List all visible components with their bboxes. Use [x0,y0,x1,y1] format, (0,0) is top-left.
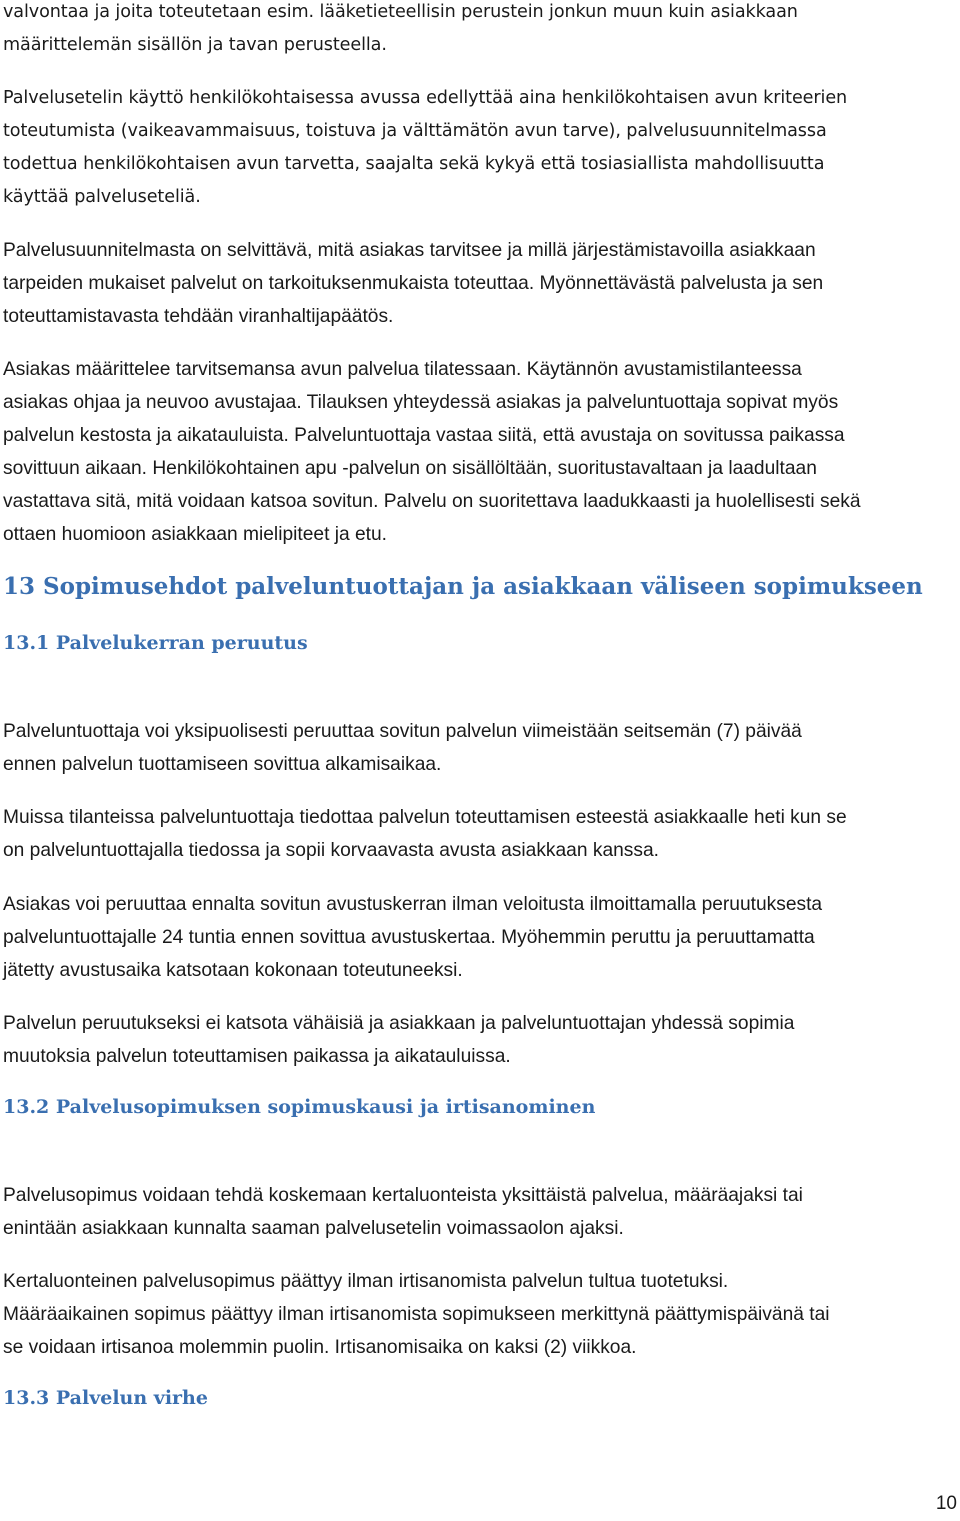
page-number: 10 [935,1493,957,1514]
heading-section-13: 13 Sopimusehdot palveluntuottajan ja asiakkaan väliseen sopimukseen [3,573,923,600]
heading-section-13-1: 13.1 Palvelukerran peruutus [3,632,308,654]
paragraph-provider-cancel: Palveluntuottaja voi yksipuolisesti peruuttaa sovitun palvelun viimeistään seitsemän (7) päivää ennen palvelun tuottamiseen sovittua alkamisaikaa. [3,721,802,775]
heading-section-13-3: 13.3 Palvelun virhe [3,1387,208,1409]
paragraph-other-situations: Muissa tilanteissa palveluntuottaja tiedottaa palvelun toteuttamisen esteestä asiakkaalle heti kun se on palveluntuottajalla tiedossa ja sopii korvaavasta avusta asiakkaan kanssa. [3,807,847,861]
paragraph-intro-continuation: valvontaa ja joita toteutetaan esim. lääketieteellisin perustein jonkun muun kuin asiakkaan määrittelemän sisällön ja tavan perusteella. [3,2,798,55]
paragraph-client-defines: Asiakas määrittelee tarvitsemansa avun palvelua tilatessaan. Käytännön avustamistilanteessa asiakas ohjaa ja neuvoo avustajaa. Tilauksen yhteydessä asiakas ja palveluntuottaja sopivat myös palvelun kestosta ja aikatauluista. Palveluntuottaja vastaa siitä, että avustaja on sovitussa paikassa sovittuun aikaan. Henkilökohtainen apu -palvelun on sisällöltään, suoritustavaltaan ja laadultaan vastattava sitä, mitä voidaan katsoa sovitun. Palvelu on suoritettava laadukkaasti ja huolellisesti sekä ottaen huomioon asiakkaan mielipiteet ja etu. [3,359,861,545]
paragraph-client-cancel: Asiakas voi peruuttaa ennalta sovitun avustuskerran ilman veloitusta ilmoittamalla peruutuksesta palveluntuottajalle 24 tuntia ennen sovittua avustuskertaa. Myöhemmin peruttu ja peruuttamatta jätetty avustusaika katsotaan kokonaan toteutuneeksi. [3,894,823,981]
paragraph-service-plan: Palvelusuunnitelmasta on selvittävä, mitä asiakas tarvitsee ja millä järjestämistavoilla asiakkaan tarpeiden mukaiset palvelut on tarkoituksenmukaista toteuttaa. Myönnettävästä palvelusta ja sen toteuttamistavasta tehdään viranhaltijapäätös. [3,240,824,327]
paragraph-termination: Kertaluonteinen palvelusopimus päättyy ilman irtisanomista palvelun tultua tuotetuksi. Määräaikainen sopimus päättyy ilman irtisanomista sopimukseen merkittynä päättymispäivänä tai se voidaan irtisanoa molemmin puolin. Irtisanomisaika on kaksi (2) viikkoa. [3,1271,830,1358]
paragraph-service-agreement: Palvelusopimus voidaan tehdä koskemaan kertaluonteista yksittäistä palvelua, määräajaksi tai enintään asiakkaan kunnalta saaman palvelusetelin voimassaolon ajaksi. [3,1185,803,1239]
paragraph-not-cancellation: Palvelun peruutukseksi ei katsota vähäisiä ja asiakkaan ja palveluntuottajan yhdessä sopimia muutoksia palvelun toteuttamisen paikassa ja aikatauluissa. [3,1013,795,1067]
paragraph-voucher-use: Palvelusetelin käyttö henkilökohtaisessa avussa edellyttää aina henkilökohtaisen avun kriteerien toteutumista (vaikeavammaisuus, toistuva ja välttämätön avun tarve), palvelusuunnitelmassa todettua henkilökohtaisen avun tarvetta, saajalta sekä kykyä että tosiasiallista mahdollisuutta käyttää palveluseteliä. [3,88,848,207]
heading-section-13-2: 13.2 Palvelusopimuksen sopimuskausi ja irtisanominen [3,1096,596,1118]
